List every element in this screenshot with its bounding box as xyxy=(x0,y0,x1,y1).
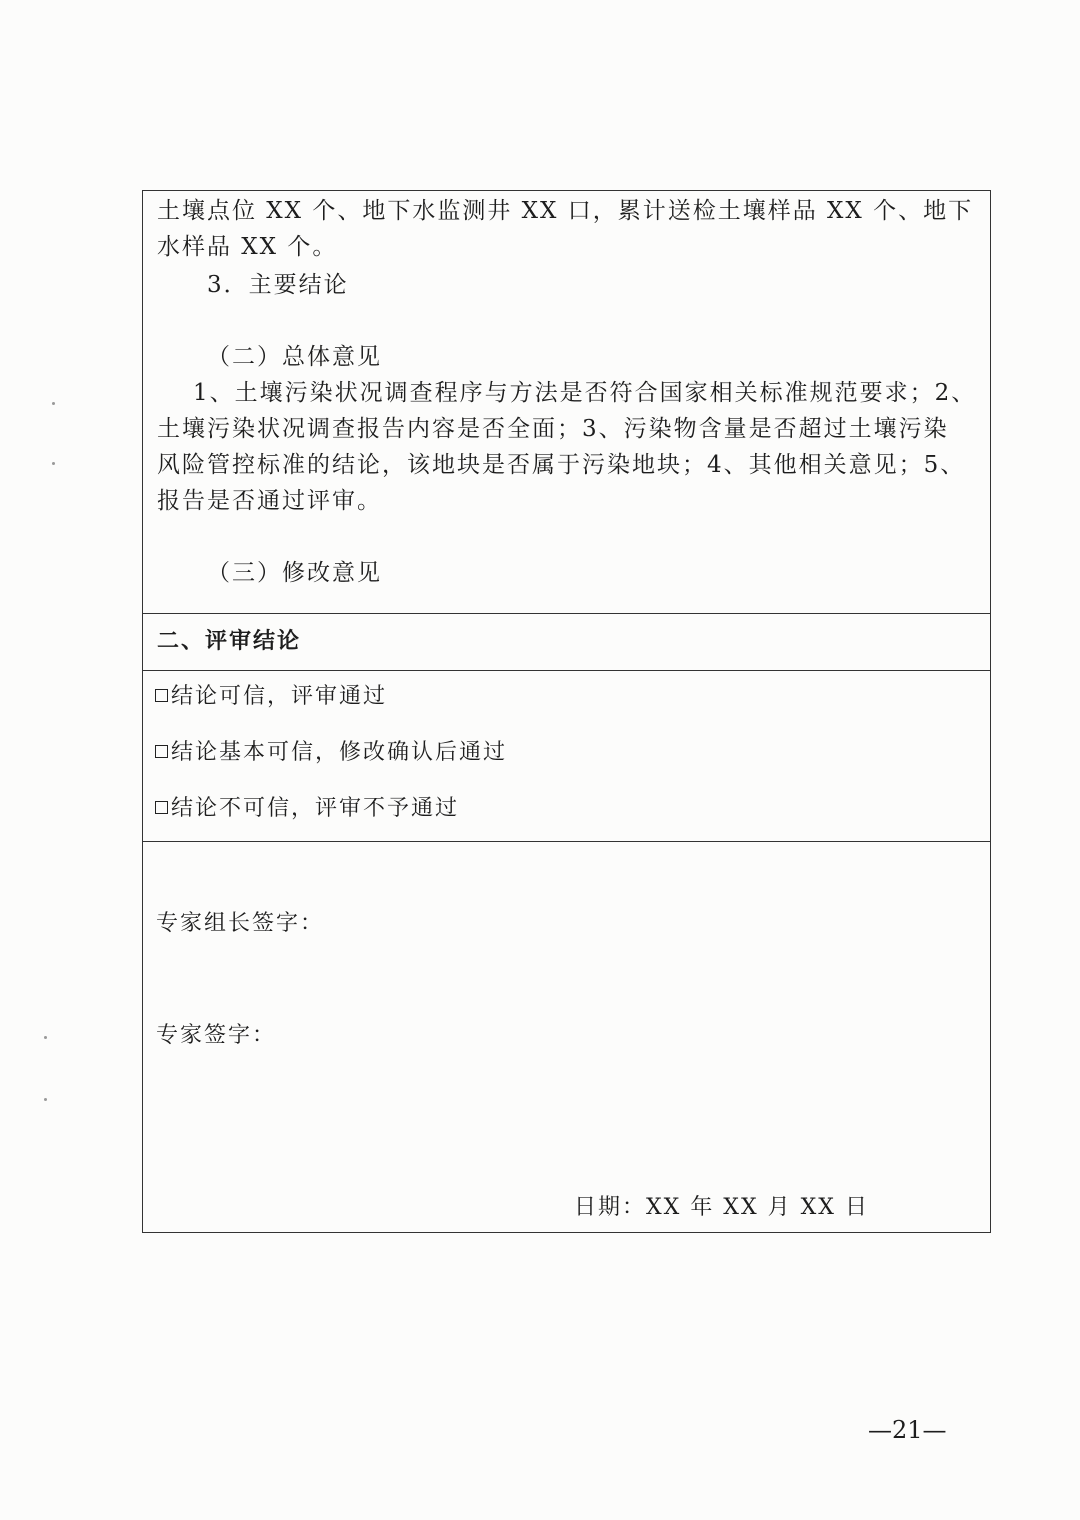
scan-speck xyxy=(52,402,55,405)
overall-opinion-line-2: 土壤污染状况调查报告内容是否全面；3、污染物含量是否超过土壤污染 xyxy=(157,416,949,442)
item-3-main-conclusion: 3．主要结论 xyxy=(207,272,349,298)
review-conclusion-title: 二、评审结论 xyxy=(157,629,302,654)
checkbox-icon[interactable] xyxy=(155,801,168,814)
scan-speck xyxy=(52,462,55,465)
checkbox-icon[interactable] xyxy=(155,745,168,758)
date-label: 日期：XX 年 XX 月 XX 日 xyxy=(574,1195,869,1220)
option-credible[interactable] xyxy=(155,669,976,725)
revision-opinion-title: （三）修改意见 xyxy=(207,560,382,586)
page-number: —21— xyxy=(868,1416,947,1444)
content-line-1: 土壤点位 XX 个、地下水监测井 XX 口，累计送检土壤样品 XX 个、地下 xyxy=(157,198,974,224)
review-conclusion-header-cell xyxy=(143,614,991,671)
overall-opinion-line-1: 1、土壤污染状况调查程序与方法是否符合国家相关标准规范要求；2、 xyxy=(193,380,977,406)
scan-speck xyxy=(44,1036,47,1039)
overall-opinion-title: （二）总体意见 xyxy=(207,344,382,370)
review-options-row xyxy=(143,671,991,842)
review-form-table xyxy=(142,190,991,1233)
overall-opinion-line-4: 报告是否通过评审。 xyxy=(157,488,382,514)
review-options-cell xyxy=(143,671,991,842)
option-not-credible-label: 结论不可信，评审不予通过 xyxy=(171,796,460,821)
expert-leader-signature-label: 专家组长签字： xyxy=(156,911,325,936)
option-credible-label: 结论可信，评审通过 xyxy=(171,684,388,709)
option-basically-credible[interactable] xyxy=(155,725,976,781)
section-one-cell xyxy=(143,191,991,614)
review-conclusion-header-row xyxy=(143,614,991,671)
checkbox-icon[interactable] xyxy=(155,689,168,702)
option-basically-credible-label: 结论基本可信，修改确认后通过 xyxy=(171,740,508,765)
scan-speck xyxy=(44,1098,47,1101)
expert-signature-label: 专家签字： xyxy=(156,1023,277,1048)
overall-opinion-line-3: 风险管控标准的结论，该地块是否属于污染地块；4、其他相关意见；5、 xyxy=(157,452,966,478)
section-one-row xyxy=(143,191,991,614)
option-not-credible[interactable] xyxy=(155,781,976,837)
content-line-2: 水样品 XX 个。 xyxy=(157,234,338,260)
